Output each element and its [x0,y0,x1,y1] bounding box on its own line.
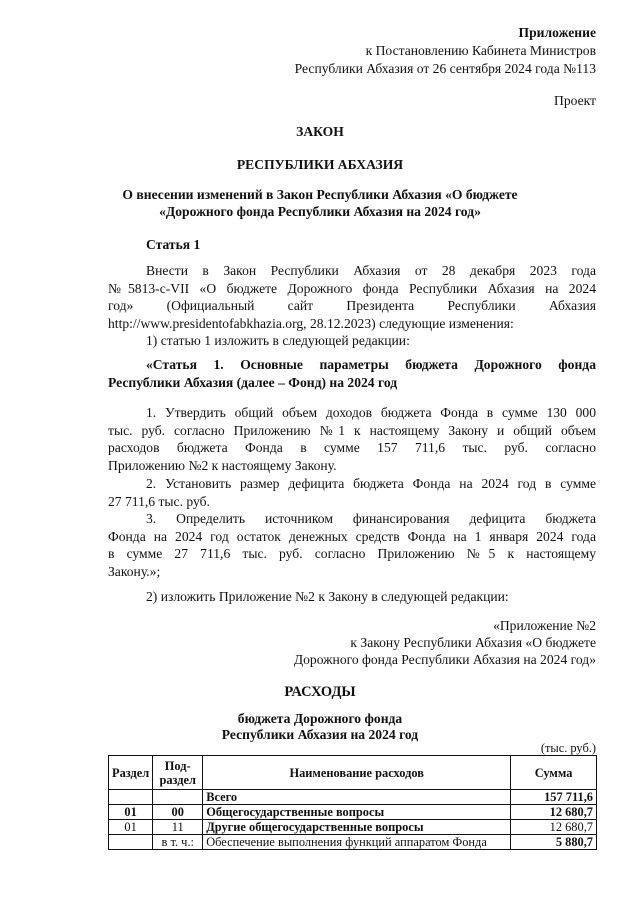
law-subject-line-1: О внесении изменений в Закон Республики Абхазия «О бюджете [122,187,518,202]
column-header-subsection [153,756,203,790]
cell-section [109,835,153,850]
unit-label: (тыс. руб.) [540,741,596,755]
annex-line-2: к Закону Республики Абхазия «О бюджете [350,635,596,650]
expenses-title: РАСХОДЫ [284,684,356,700]
text-line: 1. Утвердить общий объем доходов бюджета Фонда в сумме 130 000 [146,405,596,420]
appendix-line-1: к Постановлению Кабинета Министров [365,43,596,58]
article-intro [108,262,596,332]
annex-line-1: «Приложение №2 [493,618,596,633]
text-line: 2. Установить размер дефицита бюджета Фонда на 2024 год в сумме [146,476,596,491]
draft-label: Проект [554,93,596,108]
cell-subsection: в т. ч.: [153,835,203,850]
table-row [109,805,597,820]
cell-section: 01 [109,805,153,820]
annex-line-3: Дорожного фонда Республики Абхазия на 2024 год» [293,652,596,667]
expenses-table [108,755,597,850]
appendix-title: Приложение [518,25,596,40]
table-row-total [109,790,597,805]
expenses-subtitle-2: Республики Абхазия на 2024 год [221,727,419,742]
text-line: 3. Определить источником финансирования дефицита бюджета [146,511,596,526]
text-line: Приложению №2 к настоящему Закону. [108,457,337,473]
table-row [109,835,597,850]
text-line: Республики Абхазия (далее – Фонд) на 2024 год [108,374,398,390]
text-line: расходов бюджета Фонда в сумме 157 711,6 тыс. руб. согласно [108,440,596,455]
text-line: «Статья 1. Основные параметры бюджета Дорожного фонда [146,357,596,372]
cell-section [109,790,153,805]
cell-sum: 12 680,7 [511,820,597,835]
subsection-header-line-1: Под- [164,758,191,773]
subsection-header-line-2: раздел [159,772,196,787]
paragraph-1 [108,404,596,474]
text-line: 27 711,6 тыс. руб. [108,493,210,509]
text-line: Внести в Закон Республики Абхазия от 28 декабря 2023 года [146,263,596,278]
text-line: Закону.»; [108,563,161,579]
cell-section: 01 [109,820,153,835]
law-title: ЗАКОН [296,124,344,139]
table-row [109,820,597,835]
cell-subsection: 11 [153,820,203,835]
law-subject-line-2: «Дорожного фонда Республики Абхазия на 2024 год» [159,204,481,219]
cell-sum: 157 711,6 [511,790,597,805]
article-heading: Статья 1 [146,237,201,252]
column-header-section: Раздел [109,756,153,790]
text-line: в сумме 27 711,6 тыс. руб. согласно Приложению №5 к настоящему [108,546,596,561]
cell-name: Всего [203,790,511,805]
text-line: тыс. руб. согласно Приложению №1 к настоящему Закону и общий объем [108,422,596,438]
cell-sum: 5 880,7 [511,835,597,850]
cell-sum: 12 680,7 [511,805,597,820]
cell-name: Другие общегосударственные вопросы [203,820,511,835]
text-line: №5813-с-VII «О бюджете Дорожного фонда Республики Абхазия на 2024 [108,280,596,296]
column-header-name: Наименование расходов [203,756,511,790]
quoted-article-heading [108,356,596,391]
cell-subsection [153,790,203,805]
text-line: год» (Официальный сайт Президента Республики Абхазия [108,298,596,313]
column-header-sum: Сумма [511,756,597,790]
text-line: Фонда на 2024 год остаток денежных средств Фонда на 1 января 2024 года [108,528,596,544]
cell-name: Общегосударственные вопросы [203,805,511,820]
appendix-line-2: Республики Абхазия от 26 сентября 2024 года №113 [294,61,596,76]
paragraph-2 [108,475,596,510]
text-line: http://www.presidentofabkhazia.org, 28.12.2023) следующие изменения: [108,315,514,331]
cell-name: Обеспечение выполнения функций аппаратом Фонда [203,835,511,850]
cell-subsection: 00 [153,805,203,820]
amendment-item-1: 1) статью 1 изложить в следующей редакции: [146,333,410,348]
table-header-row [109,756,597,790]
paragraph-3 [108,510,596,580]
expenses-subtitle-1: бюджета Дорожного фонда [237,711,403,726]
amendment-item-2: 2) изложить Приложение №2 к Закону в следующей редакции: [146,589,509,604]
republic-title: РЕСПУБЛИКИ АБХАЗИЯ [236,157,404,172]
